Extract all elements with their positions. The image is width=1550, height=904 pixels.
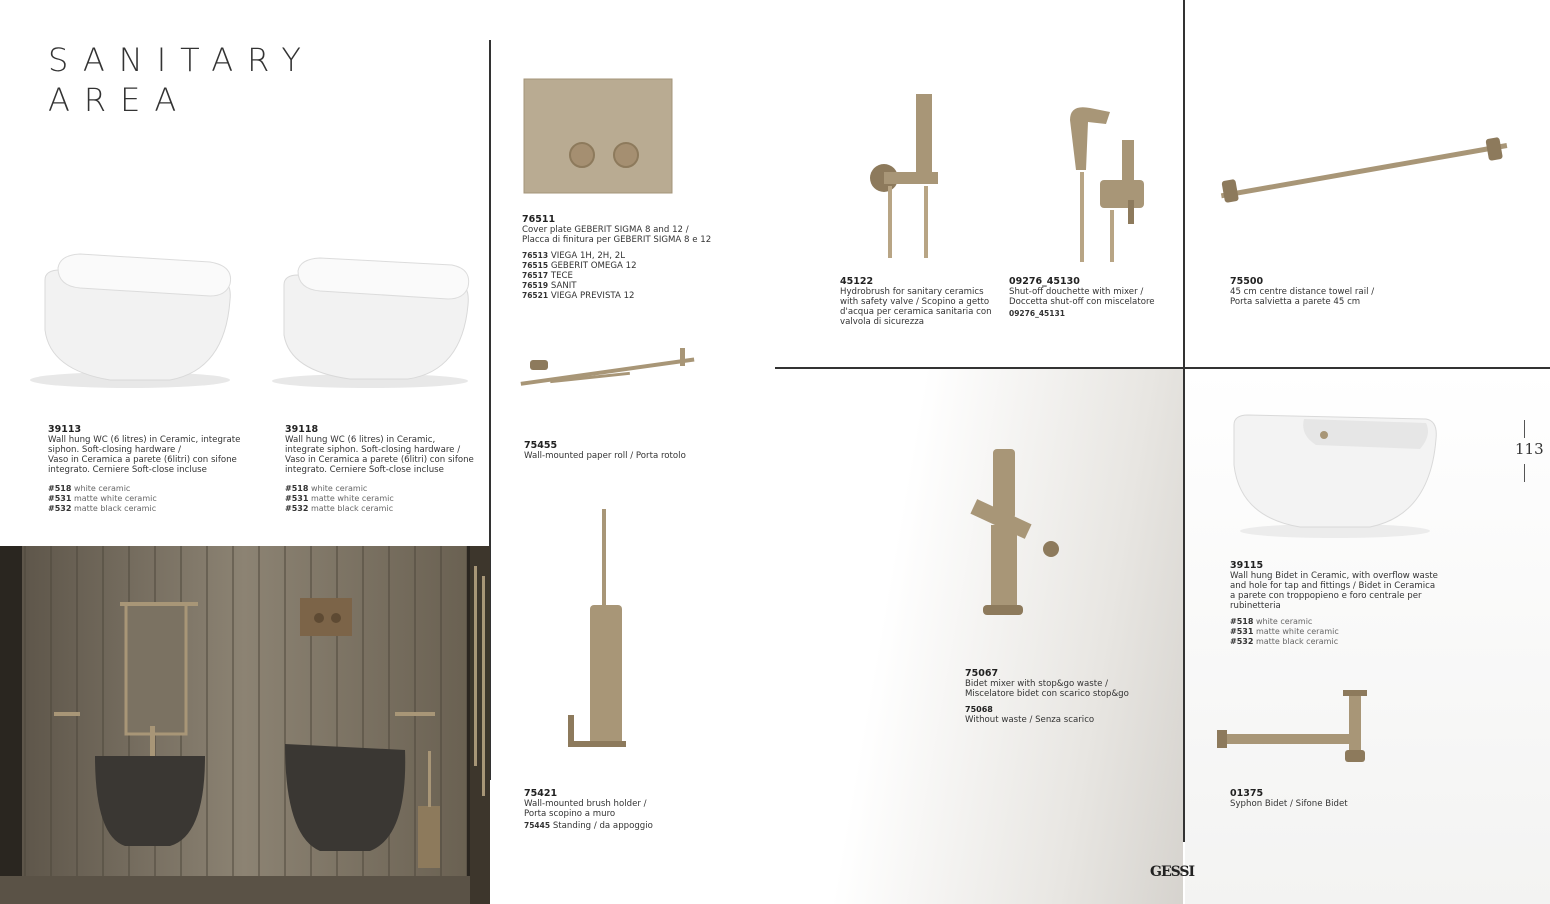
page-number-bar-top — [1524, 420, 1525, 438]
finish-item: #531 matte white ceramic — [1230, 627, 1339, 636]
douchette-09276-image — [1030, 100, 1160, 265]
finish-item: #518 white ceramic — [1230, 617, 1313, 626]
variant-code: 75068 — [965, 705, 993, 714]
siphon-01375-image — [1215, 688, 1385, 768]
product-description: 45 cm centre distance towel rail / Porta salvietta a parete 45 cm — [1230, 287, 1375, 307]
product-description: Wall-mounted paper roll / Porta rotolo — [524, 451, 686, 461]
product-39115 — [1230, 560, 1450, 647]
wc-39118-image — [262, 245, 477, 390]
page-number: 113 — [1515, 440, 1544, 458]
finish-item: #518 white ceramic — [48, 484, 131, 493]
title-line-2: AREA — [48, 81, 191, 119]
product-code: 45122 — [840, 276, 874, 287]
hydrobrush-45122-image — [862, 90, 942, 260]
product-description: Wall-mounted brush holder / Porta scopino a muro — [524, 799, 647, 819]
page-number-bar-bottom — [1524, 464, 1525, 482]
product-75421 — [524, 788, 724, 831]
product-39118 — [285, 424, 485, 514]
brand-logo: GESSI — [1150, 864, 1195, 880]
variant-item: 75445 Standing / da appoggio — [524, 821, 653, 831]
product-description: Hydrobrush for sanitary ceramics with safety valve / Scopino a getto d'acqua per ceramica sanitaria con valvola di sicurezza — [840, 287, 992, 327]
variant-item: 76521 VIEGA PREVISTA 12 — [522, 291, 635, 301]
bidet-39115-image — [1220, 405, 1450, 540]
product-code: 75421 — [524, 788, 558, 799]
product-code: 75455 — [524, 440, 558, 451]
product-45122 — [840, 276, 1000, 327]
towel-rail-75500-image — [1205, 130, 1515, 220]
cover-plate-76511-image — [520, 75, 680, 200]
product-description: Shut-off douchette with mixer / Doccetta shut-off con miscelatore — [1009, 287, 1155, 307]
page-title — [48, 40, 315, 120]
product-description: Bidet mixer with stop&go waste / Miscelatore bidet con scarico stop&go — [965, 679, 1129, 699]
product-description: Wall hung WC (6 litres) in Ceramic, integrate siphon. Soft-closing hardware / Vaso in Ceramica a parete (6litri) con sifone integrato. Cerniere Soft-close incluse — [48, 435, 241, 475]
variant-item: 76515 GEBERIT OMEGA 12 — [522, 261, 637, 271]
product-description: Syphon Bidet / Sifone Bidet — [1230, 799, 1348, 809]
finish-item: #532 matte black ceramic — [48, 504, 157, 513]
product-description: Cover plate GEBERIT SIGMA 8 and 12 / Placca di finitura per GEBERIT SIGMA 8 e 12 — [522, 225, 712, 245]
product-code: 75500 — [1230, 276, 1264, 287]
product-75455 — [524, 440, 724, 461]
brush-holder-75421-image — [540, 505, 650, 765]
finish-item: #518 white ceramic — [285, 484, 368, 493]
product-description: Wall hung WC (6 litres) in Ceramic, integrate siphon. Soft-closing hardware / Vaso in Ceramica a parete (6litri) con sifone integrato. Cerniere Soft-close incluse — [285, 435, 474, 475]
product-code: 76511 — [522, 214, 556, 225]
variant-item: 76519 SANIT — [522, 281, 577, 291]
product-code: 39113 — [48, 424, 82, 435]
product-description: Wall hung Bidet in Ceramic, with overflow waste and hole for tap and fittings / Bidet in Ceramica a parete con troppopieno e foro centrale per rubinetteria — [1230, 571, 1438, 611]
product-code: 75067 — [965, 668, 999, 679]
bidet-mixer-75067-image — [965, 445, 1075, 625]
product-75500 — [1230, 276, 1430, 307]
product-01375 — [1230, 788, 1430, 809]
variant-item: 76513 VIEGA 1H, 2H, 2L — [522, 251, 625, 261]
bathroom-scene-photo — [0, 546, 490, 904]
title-line-1: SANITARY — [48, 41, 315, 79]
product-code: 39118 — [285, 424, 319, 435]
finish-item: #532 matte black ceramic — [285, 504, 394, 513]
variant-item: 76517 TECE — [522, 271, 573, 281]
product-75067 — [965, 668, 1165, 725]
paper-roll-holder-75455-image — [510, 330, 705, 410]
product-code: 09276_45130 — [1009, 276, 1080, 287]
finish-item: #532 matte black ceramic — [1230, 637, 1339, 646]
wc-39113-image — [20, 240, 240, 390]
product-39113 — [48, 424, 248, 514]
product-09276 — [1009, 276, 1179, 319]
variant-name: Without waste / Senza scarico — [965, 715, 1095, 725]
finish-item: #531 matte white ceramic — [48, 494, 157, 503]
finish-item: #531 matte white ceramic — [285, 494, 394, 503]
product-76511 — [522, 214, 762, 301]
product-code: 39115 — [1230, 560, 1264, 571]
variant-item: 09276_45131 — [1009, 309, 1065, 318]
product-code: 01375 — [1230, 788, 1264, 799]
